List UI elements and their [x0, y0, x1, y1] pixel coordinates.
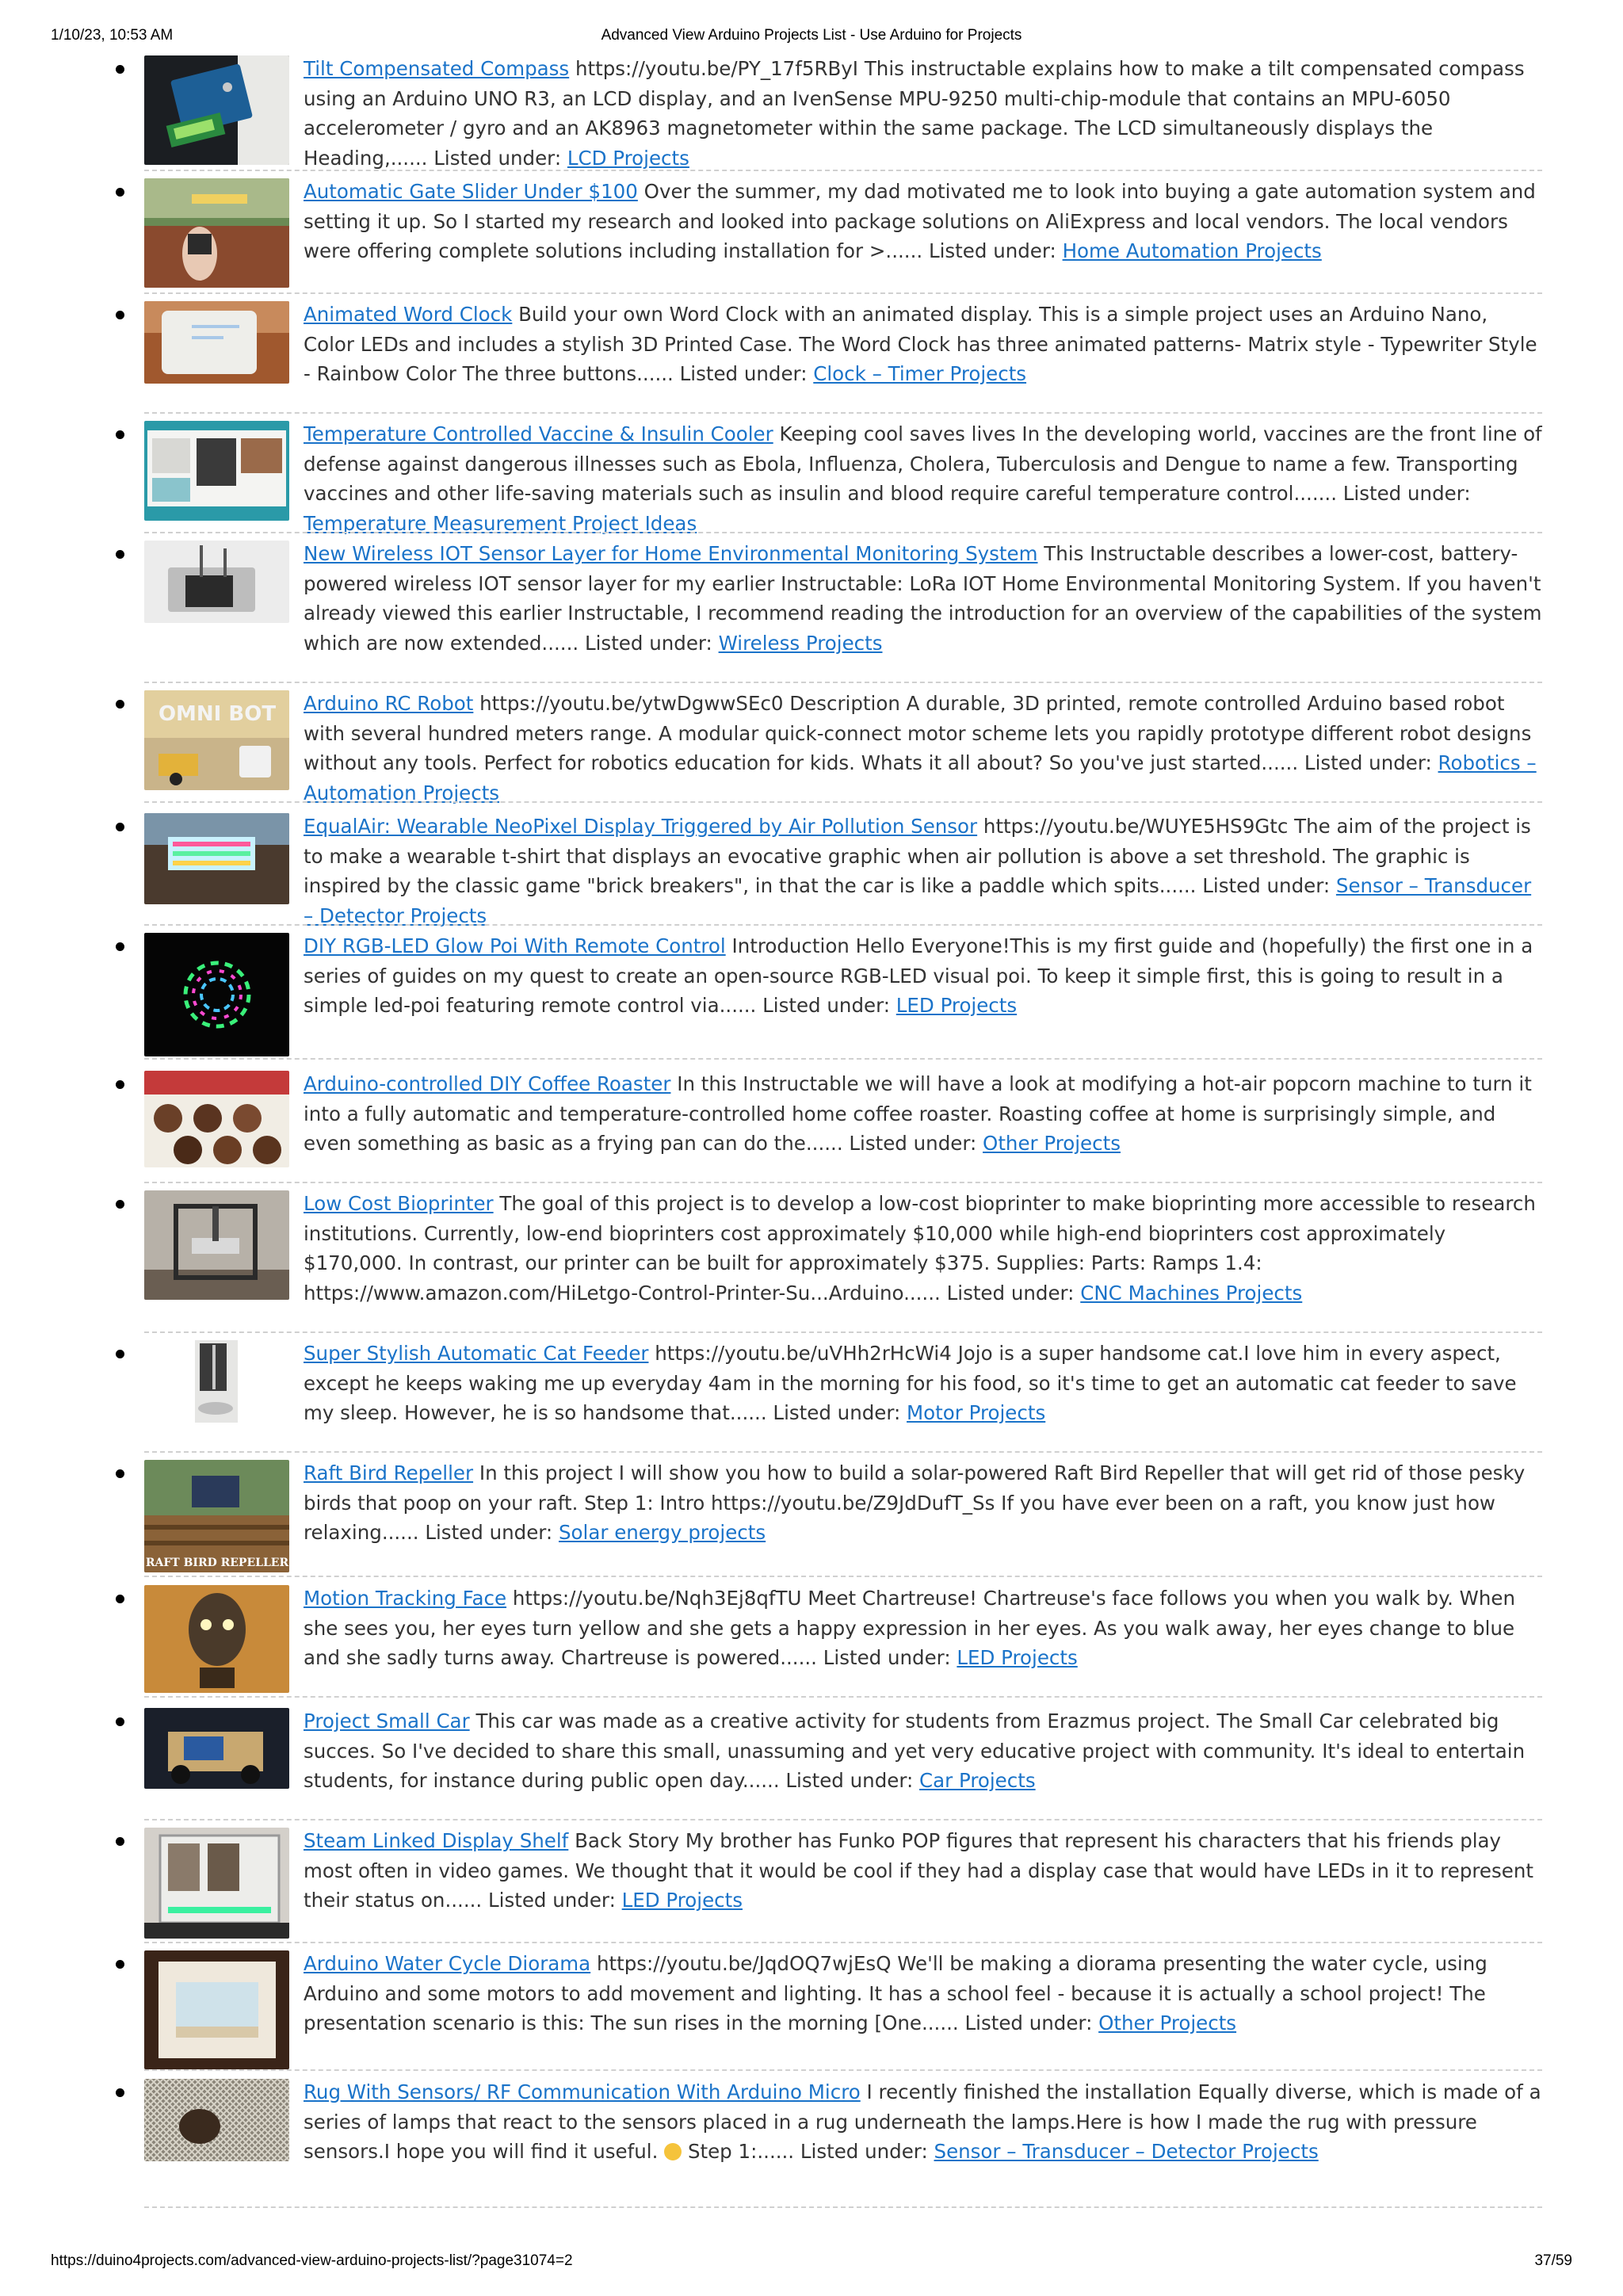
category-link[interactable]: CNC Machines Projects [1080, 1281, 1303, 1305]
project-thumbnail[interactable] [144, 1585, 289, 1693]
divider [144, 412, 1542, 414]
divider [144, 1182, 1542, 1183]
project-thumbnail[interactable] [144, 1071, 289, 1167]
project-title-link[interactable]: Arduino RC Robot [304, 692, 474, 715]
bullet-icon [116, 1717, 124, 1726]
project-title-link[interactable]: Motion Tracking Face [304, 1587, 507, 1610]
project-description: Back Story My brother has Funko POP figures that represent his characters that his friends play most often in video games. We thought that it would be cool if they had a display case that would have LEDs in it to represent their status on...... [304, 1829, 1533, 1912]
project-description: In this Instructable we will have a look at modifying a hot-air popcorn machine to turn it into a fully automatic and temperature-controlled home coffee roaster. Roasting coffee at home is surprisingly simple, and even something as basic as a frying pan can do the...... [304, 1072, 1532, 1155]
bullet-icon [116, 1350, 124, 1358]
project-description: https://youtu.be/WUYE5HS9Gtc The aim of the project is to make a wearable t-shirt that displays an evocative graphic when air pollution is above a set threshold. The graphic is inspired by the classic game "brick breakers", in that the car is like a paddle which spits...... [304, 815, 1531, 897]
category-link[interactable]: Sensor – Transducer – Detector Projects [304, 874, 1532, 927]
project-entry [304, 1706, 1542, 1796]
project-title-link[interactable]: Rug With Sensors/ RF Communication With Arduino Micro [304, 2080, 861, 2103]
bullet-icon [116, 311, 124, 319]
category-link[interactable]: Car Projects [919, 1769, 1036, 1792]
project-title-link[interactable]: DIY RGB-LED Glow Poi With Remote Control [304, 934, 726, 957]
bullet-icon [116, 2088, 124, 2097]
bullet-icon [116, 188, 124, 197]
project-title-link[interactable]: Automatic Gate Slider Under $100 [304, 180, 638, 203]
bullet-icon [116, 823, 124, 831]
print-header [51, 27, 1572, 51]
category-link[interactable]: Solar energy projects [558, 1521, 766, 1544]
listed-under-label: Listed under: [823, 1646, 951, 1669]
project-description: I recently finished the installation Equally diverse, which is made of a series of lamps that react to the sensors placed in a rug underneath the lamps.Here is how I made the rug with pressure sensors.I hope you will find it useful. [304, 2080, 1541, 2163]
project-description: The goal of this project is to develop a low-cost bioprinter to make bioprinting more accessible to research institutions. Currently, low-end bioprinters cost approximately $10,000 while high-end bioprinters cost approximately $170,000. In contrast, our printer can be built for approximately $375. Supplies: Parts: Ramps 1.4: https://www.amazon.com/HiLetgo-Control-Printer-Su...Arduino...... [304, 1192, 1536, 1305]
listed-under-label: Listed under: [800, 2140, 928, 2163]
listed-under-label: Listed under: [946, 1281, 1075, 1305]
bullet-icon [116, 1469, 124, 1478]
page-number: 37/59 [1534, 2252, 1572, 2269]
divider [144, 1576, 1542, 1577]
bullet-icon [116, 1837, 124, 1846]
divider [144, 1696, 1542, 1698]
project-entry [304, 931, 1542, 1021]
project-entry [304, 419, 1542, 538]
project-description: https://youtu.be/JqdOQ7wjEsQ We'll be making a diorama presenting the water cycle, using Arduino and some motors to add movement and lighting. It has a school feel - because it is actually a school project! The presentation scenario is this: The sun rises in the morning [One...... [304, 1952, 1487, 2034]
print-url: https://duino4projects.com/advanced-view-arduino-projects-list/?page31074=2 [51, 2252, 573, 2269]
project-description: https://youtu.be/Nqh3Ej8qfTU Meet Chartreuse! Chartreuse's face follows you when you walk by. When she sees you, her eyes turn yellow and she gets a happy expression in her eyes. As you walk away, her eyes change to blue and she sadly turns away. Chartreuse is powered...... [304, 1587, 1516, 1669]
category-link[interactable]: Motor Projects [907, 1401, 1046, 1424]
project-thumbnail[interactable] [144, 1340, 289, 1423]
category-link[interactable]: Home Automation Projects [1062, 239, 1322, 262]
project-entry [304, 1339, 1542, 1428]
listed-under-label: Listed under: [928, 239, 1056, 262]
project-description: Keeping cool saves lives In the developing world, vaccines are the front line of defense against dangerous illnesses such as Ebola, Influenza, Cholera, Tuberculosis and Dengue to name a few. Transporting vaccines and other life-saving materials such as insulin and blood require careful temperature control....... [304, 422, 1542, 505]
project-description: In this project I will show you how to build a solar-powered Raft Bird Repeller that will get rid of those pesky birds that poop on your raft. Step 1: Intro https://youtu.be/Z9JdDufT_Ss If you have ever been on a raft, you know just how relaxing...... [304, 1461, 1526, 1544]
project-title-link[interactable]: New Wireless IOT Sensor Layer for Home Environmental Monitoring System [304, 542, 1038, 565]
project-thumbnail[interactable] [144, 2079, 289, 2161]
print-page-title: Advanced View Arduino Projects List - Use Arduino for Projects [601, 27, 1022, 44]
listed-under-label: Listed under: [773, 1401, 901, 1424]
project-description: Introduction Hello Everyone!This is my first guide and (hopefully) the first one in a series of guides on my quest to create an open-source RGB-LED visual poi. To keep it simple first, this is going to result in a simple led-poi featuring remote control via...... [304, 934, 1533, 1017]
bullet-icon [116, 1200, 124, 1209]
category-link[interactable]: LED Projects [621, 1889, 743, 1912]
project-title-link[interactable]: Arduino-controlled DIY Coffee Roaster [304, 1072, 671, 1095]
listed-under-label: Listed under: [964, 2011, 1093, 2034]
bullet-icon [116, 1960, 124, 1969]
listed-under-label: Listed under: [1342, 482, 1471, 505]
project-entry [304, 689, 1542, 808]
smiley-emoji-icon [664, 2143, 682, 2160]
divider [144, 532, 1542, 533]
thumbnail-text: OMNI BOT [158, 702, 277, 726]
project-title-link[interactable]: Super Stylish Automatic Cat Feeder [304, 1342, 649, 1365]
project-thumbnail[interactable] [144, 301, 289, 384]
category-link[interactable]: Clock – Timer Projects [813, 362, 1027, 385]
project-description: This Instructable describes a lower-cost, battery-powered wireless IOT sensor layer for my earlier Instructable: LoRa IOT Home Environmental Monitoring System. If you haven't already viewed this earlier Instructable, I recommend reading the introduction for an overview of the capabilities of the system which are now extended...... [304, 542, 1542, 655]
project-thumbnail[interactable] [144, 813, 289, 904]
category-link[interactable]: Temperature Measurement Project Ideas [304, 511, 697, 535]
category-link[interactable]: Other Projects [983, 1132, 1121, 1155]
listed-under-label: Listed under: [433, 146, 562, 170]
bullet-icon [116, 700, 124, 709]
category-link[interactable]: Sensor – Transducer – Detector Projects [934, 2140, 1319, 2163]
project-thumbnail[interactable] [144, 933, 289, 1056]
bullet-icon [116, 942, 124, 951]
bullet-icon [116, 550, 124, 559]
project-entry [304, 812, 1542, 930]
bullet-icon [116, 65, 124, 74]
project-entry [304, 1458, 1542, 1548]
project-entry [304, 300, 1542, 389]
bullet-icon [116, 430, 124, 439]
project-title-link[interactable]: Tilt Compensated Compass [304, 57, 570, 80]
project-title-link[interactable]: Raft Bird Repeller [304, 1461, 474, 1484]
project-entry [304, 54, 1542, 173]
divider [144, 2069, 1542, 2071]
project-title-link[interactable]: Arduino Water Cycle Diorama [304, 1952, 591, 1975]
project-entry [304, 539, 1542, 658]
project-entry [304, 1584, 1542, 1673]
listed-under-label: Listed under: [425, 1521, 553, 1544]
divider [144, 170, 1542, 171]
listed-under-label: Listed under: [679, 362, 808, 385]
project-thumbnail[interactable] [144, 421, 289, 521]
project-title-link[interactable]: EqualAir: Wearable NeoPixel Display Triggered by Air Pollution Sensor [304, 815, 978, 838]
category-link[interactable]: Wireless Projects [718, 631, 883, 655]
project-thumbnail[interactable] [144, 1708, 289, 1789]
divider [144, 682, 1542, 683]
project-title-link[interactable]: Temperature Controlled Vaccine & Insulin Cooler [304, 422, 773, 445]
project-title-link[interactable]: Animated Word Clock [304, 303, 513, 326]
listed-under-label: Listed under: [785, 1769, 914, 1792]
project-entry [304, 1949, 1542, 2038]
category-link[interactable]: LED Projects [957, 1646, 1078, 1669]
project-title-link[interactable]: Low Cost Bioprinter [304, 1192, 494, 1215]
category-link[interactable]: Other Projects [1098, 2011, 1237, 2034]
project-entry [304, 177, 1542, 266]
project-description: https://youtu.be/PY_17f5RByI This instructable explains how to make a tilt compensated compass using an Arduino UNO R3, an LCD display, and an IvenSense MPU-9250 multi-chip-module that contains an MPU-6050 accelerometer / gyro and an AK8963 magnetometer within the same package. The LCD simultaneously displays the Heading,...... [304, 57, 1525, 170]
project-thumbnail[interactable] [144, 690, 289, 790]
project-description: https://youtu.be/uVHh2rHcWi4 Jojo is a super handsome cat.I love him in every aspect, except he keeps waking me up everyday 4am in the morning for his food, so it's time to get an automatic cat feeder to save my sleep. However, he is so handsome that...... [304, 1342, 1517, 1424]
category-link[interactable]: LCD Projects [567, 146, 689, 170]
thumbnail-text: RAFT BIRD REPELLER [145, 1557, 289, 1569]
project-title-link[interactable]: Steam Linked Display Shelf [304, 1829, 569, 1852]
divider [144, 924, 1542, 926]
project-description: Build your own Word Clock with an animated display. This is a simple project uses an Arduino Nano, Color LEDs and includes a stylish 3D Printed Case. The Word Clock has three animated patterns- Matrix style - Typewriter Style - Rainbow Color The three buttons...... [304, 303, 1537, 385]
print-footer [51, 2252, 1572, 2276]
project-entry [304, 1069, 1542, 1159]
project-entry [304, 1826, 1542, 1916]
listed-under-label: Listed under: [488, 1889, 616, 1912]
project-thumbnail[interactable] [144, 541, 289, 623]
listed-under-label: Listed under: [849, 1132, 977, 1155]
project-description: This car was made as a creative activity for students from Erazmus project. The Small Car celebrated big succes. So I've decided to share this small, unassuming and yet very educative project with community. It's ideal to entertain students, for instance during public open day...... [304, 1710, 1526, 1792]
category-link[interactable]: Robotics – Automation Projects [304, 751, 1537, 804]
divider [144, 2206, 1542, 2208]
project-thumbnail[interactable] [144, 1828, 289, 1939]
project-thumbnail[interactable] [144, 1950, 289, 2069]
divider [144, 1451, 1542, 1453]
project-thumbnail[interactable] [144, 178, 289, 288]
project-thumbnail[interactable] [144, 1460, 289, 1572]
project-thumbnail[interactable] [144, 1190, 289, 1300]
project-entry [304, 1189, 1542, 1308]
listed-under-label: Listed under: [1202, 874, 1331, 897]
listed-under-label: Listed under: [584, 631, 712, 655]
category-link[interactable]: LED Projects [896, 994, 1018, 1017]
divider [144, 1942, 1542, 1943]
project-description: Over the summer, my dad motivated me to look into buying a gate automation system and setting it up. So I started my research and looked into package solutions on AliExpress and local vendors. The local vendors were offering complete solutions including installation for >...... [304, 180, 1536, 262]
bullet-icon [116, 1080, 124, 1089]
project-description: https://youtu.be/ytwDgwwSEc0 Description A durable, 3D printed, remote controlled Arduino based robot with several hundred meters range. A modular quick-connect motor scheme lets you rapidly prototype different robot designs without any tools. Perfect for robotics education for kids. Whats it all about? So you've just started...... [304, 692, 1532, 774]
project-entry [304, 2077, 1542, 2167]
print-datetime: 1/10/23, 10:53 AM [51, 27, 174, 44]
listed-under-label: Listed under: [1304, 751, 1432, 774]
divider [144, 801, 1542, 803]
project-title-link[interactable]: Project Small Car [304, 1710, 470, 1733]
divider [144, 292, 1542, 294]
listed-under-label: Listed under: [762, 994, 890, 1017]
project-thumbnail[interactable] [144, 55, 289, 165]
bullet-icon [116, 1595, 124, 1603]
divider [144, 1819, 1542, 1820]
project-description-tail: Step 1:...... [687, 2140, 795, 2163]
divider [144, 1331, 1542, 1333]
divider [144, 1058, 1542, 1060]
